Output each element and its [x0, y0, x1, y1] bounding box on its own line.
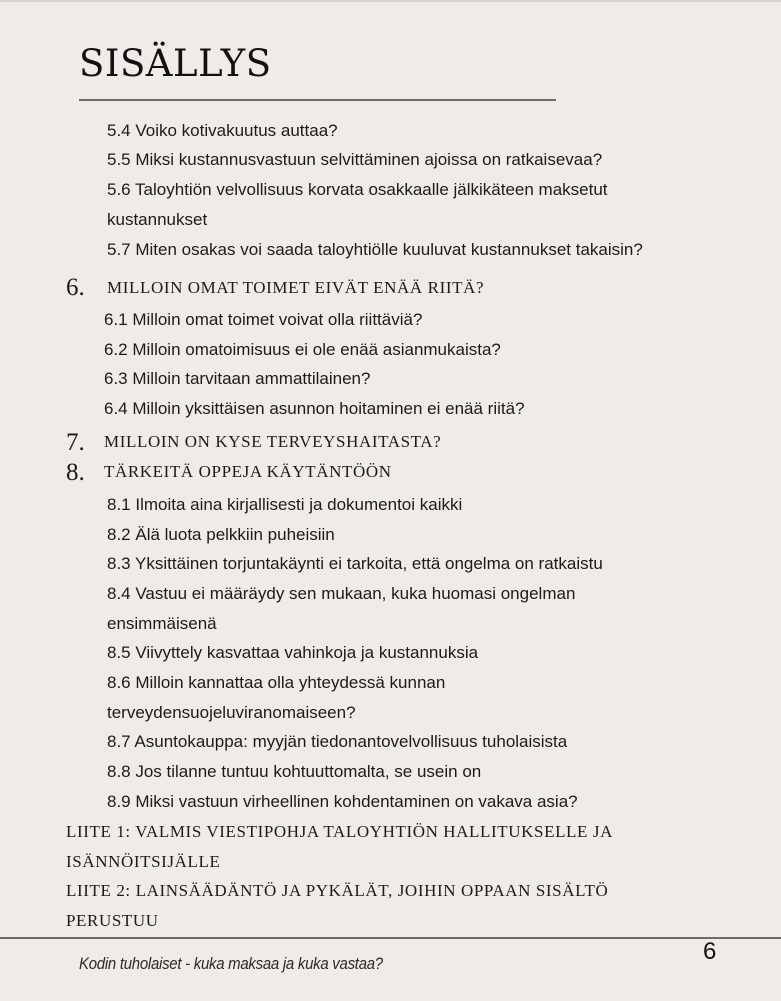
chapter-6-title[interactable]: MILLOIN OMAT TOIMET EIVÄT ENÄÄ RIITÄ? — [107, 278, 485, 297]
toc-item-8-4[interactable]: 8.4 Vastuu ei määräydy sen mukaan, kuka huomasi ongelman — [107, 584, 576, 603]
toc-item-5-6-continuation[interactable]: kustannukset — [107, 210, 208, 229]
page-number: 6 — [703, 938, 717, 965]
footer-divider — [0, 937, 781, 939]
page-title: SISÄLLYS — [79, 42, 272, 85]
toc-item-8-5[interactable]: 8.5 Viivyttely kasvattaa vahinkoja ja kustannuksia — [107, 643, 479, 662]
appendix-2-title-continuation[interactable]: PERUSTUU — [66, 911, 159, 930]
toc-item-8-6[interactable]: 8.6 Milloin kannattaa olla yhteydessä kunnan — [107, 673, 446, 692]
title-divider — [79, 99, 556, 101]
toc-item-8-4-continuation[interactable]: ensimmäisenä — [107, 614, 217, 633]
chapter-7-title[interactable]: MILLOIN ON KYSE TERVEYSHAITASTA? — [104, 432, 442, 451]
toc-item-5-5[interactable]: 5.5 Miksi kustannusvastuun selvittäminen ajoissa on ratkaisevaa? — [107, 150, 603, 169]
toc-item-5-7[interactable]: 5.7 Miten osakas voi saada taloyhtiölle kuuluvat kustannukset takaisin? — [107, 240, 643, 259]
toc-item-8-6-continuation[interactable]: terveydensuojeluviranomaiseen? — [107, 703, 356, 722]
appendix-2-title[interactable]: LIITE 2: LAINSÄÄDÄNTÖ JA PYKÄLÄT, JOIHIN OPPAAN SISÄLTÖ — [66, 881, 609, 900]
toc-item-5-6[interactable]: 5.6 Taloyhtiön velvollisuus korvata osakkaalle jälkikäteen maksetut — [107, 180, 608, 199]
chapter-8-number: 8. — [66, 459, 85, 486]
toc-item-6-4[interactable]: 6.4 Milloin yksittäisen asunnon hoitaminen ei enää riitä? — [104, 399, 525, 418]
toc-item-8-7[interactable]: 8.7 Asuntokauppa: myyjän tiedonantovelvollisuus tuholaisista — [107, 732, 568, 751]
footer-document-title: Kodin tuholaiset - kuka maksaa ja kuka vastaa? — [79, 954, 383, 973]
toc-item-8-2[interactable]: 8.2 Älä luota pelkkiin puheisiin — [107, 525, 335, 544]
chapter-6-number: 6. — [66, 274, 85, 301]
toc-item-6-3[interactable]: 6.3 Milloin tarvitaan ammattilainen? — [104, 369, 371, 388]
chapter-8-title[interactable]: TÄRKEITÄ OPPEJA KÄYTÄNTÖÖN — [104, 462, 392, 481]
toc-item-5-4[interactable]: 5.4 Voiko kotivakuutus auttaa? — [107, 121, 338, 140]
toc-item-8-1[interactable]: 8.1 Ilmoita aina kirjallisesti ja dokumentoi kaikki — [107, 495, 463, 514]
page-top-border — [0, 0, 781, 2]
toc-item-8-9[interactable]: 8.9 Miksi vastuun virheellinen kohdentaminen on vakava asia? — [107, 792, 578, 811]
toc-item-6-2[interactable]: 6.2 Milloin omatoimisuus ei ole enää asianmukaista? — [104, 340, 501, 359]
appendix-1-title[interactable]: LIITE 1: VALMIS VIESTIPOHJA TALOYHTIÖN HALLITUKSELLE JA — [66, 822, 613, 841]
appendix-1-title-continuation[interactable]: ISÄNNÖITSIJÄLLE — [66, 852, 221, 871]
toc-item-6-1[interactable]: 6.1 Milloin omat toimet voivat olla riittäviä? — [104, 310, 423, 329]
chapter-7-number: 7. — [66, 429, 85, 456]
toc-item-8-8[interactable]: 8.8 Jos tilanne tuntuu kohtuuttomalta, se usein on — [107, 762, 482, 781]
toc-item-8-3[interactable]: 8.3 Yksittäinen torjuntakäynti ei tarkoita, että ongelma on ratkaistu — [107, 554, 603, 573]
